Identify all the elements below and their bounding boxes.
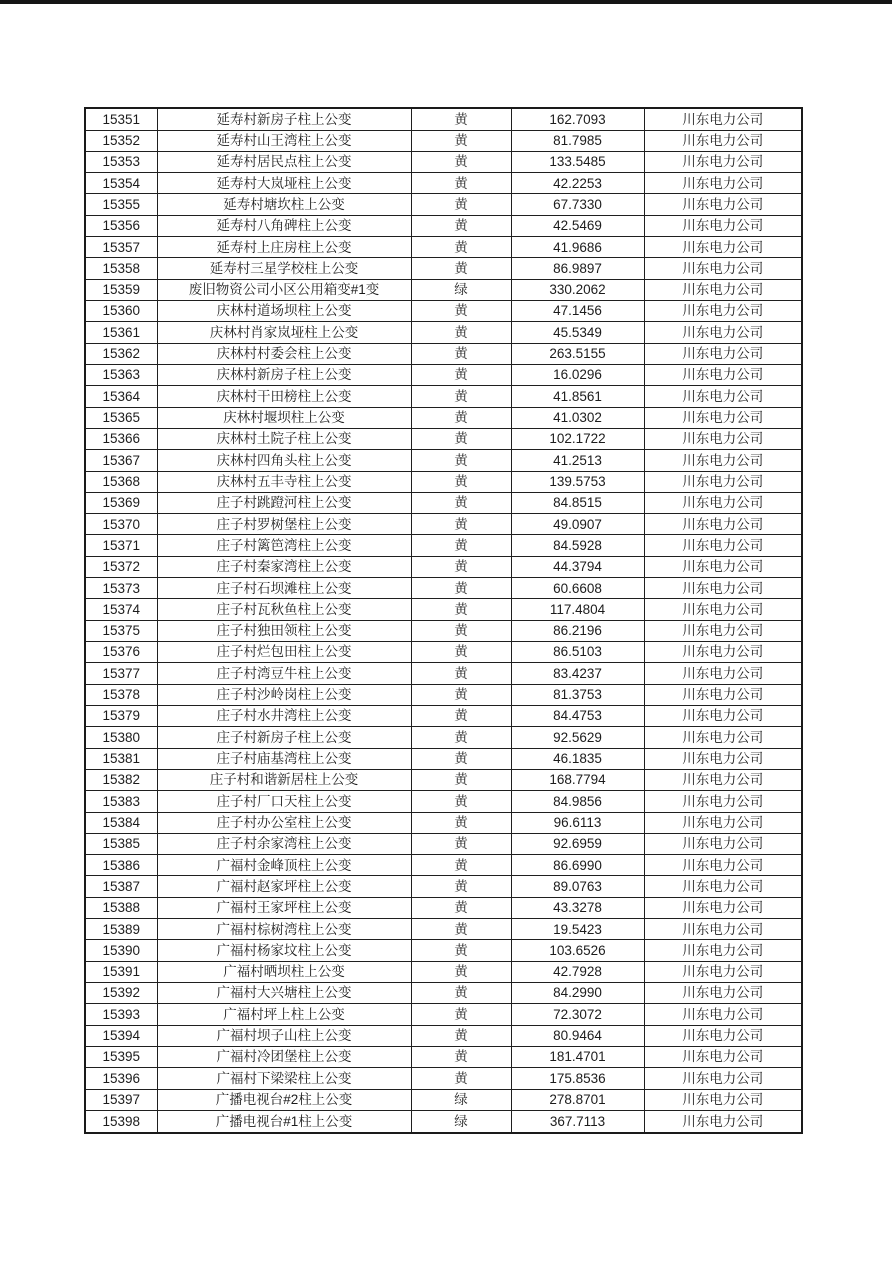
- color-flag-cell: 黄: [411, 663, 511, 684]
- transformer-name-cell: 广福村大兴塘柱上公变: [157, 983, 411, 1004]
- company-cell: 川东电力公司: [644, 492, 802, 513]
- capacity-value-cell: 263.5155: [511, 343, 644, 364]
- color-flag-cell: 黄: [411, 215, 511, 236]
- row-id-cell: 15374: [85, 599, 157, 620]
- row-id-cell: 15385: [85, 833, 157, 854]
- company-cell: 川东电力公司: [644, 173, 802, 194]
- capacity-value-cell: 49.0907: [511, 514, 644, 535]
- capacity-value-cell: 133.5485: [511, 151, 644, 172]
- row-id-cell: 15392: [85, 983, 157, 1004]
- row-id-cell: 15383: [85, 791, 157, 812]
- row-id-cell: 15358: [85, 258, 157, 279]
- color-flag-cell: 黄: [411, 237, 511, 258]
- transformer-name-cell: 庄子村余家湾柱上公变: [157, 833, 411, 854]
- capacity-value-cell: 86.5103: [511, 642, 644, 663]
- row-id-cell: 15382: [85, 769, 157, 790]
- company-cell: 川东电力公司: [644, 407, 802, 428]
- capacity-value-cell: 84.2990: [511, 983, 644, 1004]
- company-cell: 川东电力公司: [644, 727, 802, 748]
- capacity-value-cell: 41.9686: [511, 237, 644, 258]
- capacity-value-cell: 367.7113: [511, 1110, 644, 1133]
- company-cell: 川东电力公司: [644, 812, 802, 833]
- company-cell: 川东电力公司: [644, 769, 802, 790]
- transformer-name-cell: 庆林村干田榜柱上公变: [157, 386, 411, 407]
- color-flag-cell: 黄: [411, 492, 511, 513]
- color-flag-cell: 黄: [411, 151, 511, 172]
- company-cell: 川东电力公司: [644, 961, 802, 982]
- row-id-cell: 15375: [85, 620, 157, 641]
- color-flag-cell: 黄: [411, 1068, 511, 1089]
- color-flag-cell: 黄: [411, 194, 511, 215]
- transformer-name-cell: 庄子村厂口天柱上公变: [157, 791, 411, 812]
- row-id-cell: 15384: [85, 812, 157, 833]
- transformer-name-cell: 延寿村居民点柱上公变: [157, 151, 411, 172]
- row-id-cell: 15356: [85, 215, 157, 236]
- company-cell: 川东电力公司: [644, 642, 802, 663]
- row-id-cell: 15373: [85, 578, 157, 599]
- color-flag-cell: 黄: [411, 855, 511, 876]
- table-body: [85, 108, 802, 1133]
- transformer-name-cell: 庄子村湾豆牛柱上公变: [157, 663, 411, 684]
- company-cell: 川东电力公司: [644, 151, 802, 172]
- table-row: [85, 1025, 802, 1046]
- table-row: [85, 663, 802, 684]
- table-row: [85, 514, 802, 535]
- transformer-name-cell: 广福村冷团堡柱上公变: [157, 1046, 411, 1067]
- row-id-cell: 15376: [85, 642, 157, 663]
- company-cell: 川东电力公司: [644, 1089, 802, 1110]
- row-id-cell: 15363: [85, 364, 157, 385]
- company-cell: 川东电力公司: [644, 1025, 802, 1046]
- company-cell: 川东电力公司: [644, 386, 802, 407]
- table-row: [85, 535, 802, 556]
- color-flag-cell: 黄: [411, 1046, 511, 1067]
- color-flag-cell: 黄: [411, 258, 511, 279]
- table-row: [85, 130, 802, 151]
- company-cell: 川东电力公司: [644, 684, 802, 705]
- transformer-name-cell: 延寿村上庄房柱上公变: [157, 237, 411, 258]
- capacity-value-cell: 181.4701: [511, 1046, 644, 1067]
- color-flag-cell: 黄: [411, 386, 511, 407]
- company-cell: 川东电力公司: [644, 940, 802, 961]
- company-cell: 川东电力公司: [644, 364, 802, 385]
- table-row: [85, 1004, 802, 1025]
- table-row: [85, 471, 802, 492]
- table-row: [85, 727, 802, 748]
- row-id-cell: 15353: [85, 151, 157, 172]
- capacity-value-cell: 42.2253: [511, 173, 644, 194]
- page-top-rule: [0, 0, 892, 4]
- company-cell: 川东电力公司: [644, 215, 802, 236]
- color-flag-cell: 黄: [411, 642, 511, 663]
- company-cell: 川东电力公司: [644, 983, 802, 1004]
- color-flag-cell: 黄: [411, 450, 511, 471]
- color-flag-cell: 黄: [411, 407, 511, 428]
- transformer-name-cell: 庆林村村委会柱上公变: [157, 343, 411, 364]
- color-flag-cell: 黄: [411, 364, 511, 385]
- row-id-cell: 15377: [85, 663, 157, 684]
- table-row: [85, 556, 802, 577]
- table-row: [85, 961, 802, 982]
- capacity-value-cell: 139.5753: [511, 471, 644, 492]
- row-id-cell: 15398: [85, 1110, 157, 1133]
- company-cell: 川东电力公司: [644, 194, 802, 215]
- table-row: [85, 108, 802, 130]
- table-row: [85, 1089, 802, 1110]
- color-flag-cell: 绿: [411, 1110, 511, 1133]
- capacity-value-cell: 81.3753: [511, 684, 644, 705]
- company-cell: 川东电力公司: [644, 130, 802, 151]
- transformer-name-cell: 庄子村沙岭岗柱上公变: [157, 684, 411, 705]
- table-row: [85, 194, 802, 215]
- table-row: [85, 748, 802, 769]
- color-flag-cell: 黄: [411, 684, 511, 705]
- table-row: [85, 684, 802, 705]
- row-id-cell: 15390: [85, 940, 157, 961]
- company-cell: 川东电力公司: [644, 620, 802, 641]
- color-flag-cell: 黄: [411, 897, 511, 918]
- color-flag-cell: 黄: [411, 727, 511, 748]
- color-flag-cell: 黄: [411, 748, 511, 769]
- row-id-cell: 15386: [85, 855, 157, 876]
- color-flag-cell: 黄: [411, 1025, 511, 1046]
- color-flag-cell: 黄: [411, 940, 511, 961]
- color-flag-cell: 黄: [411, 428, 511, 449]
- color-flag-cell: 黄: [411, 301, 511, 322]
- table-row: [85, 364, 802, 385]
- company-cell: 川东电力公司: [644, 791, 802, 812]
- row-id-cell: 15394: [85, 1025, 157, 1046]
- transformer-name-cell: 延寿村山王湾柱上公变: [157, 130, 411, 151]
- color-flag-cell: 黄: [411, 471, 511, 492]
- table-row: [85, 279, 802, 300]
- capacity-value-cell: 44.3794: [511, 556, 644, 577]
- company-cell: 川东电力公司: [644, 1110, 802, 1133]
- capacity-value-cell: 41.0302: [511, 407, 644, 428]
- row-id-cell: 15364: [85, 386, 157, 407]
- row-id-cell: 15397: [85, 1089, 157, 1110]
- capacity-value-cell: 16.0296: [511, 364, 644, 385]
- color-flag-cell: 黄: [411, 130, 511, 151]
- company-cell: 川东电力公司: [644, 748, 802, 769]
- row-id-cell: 15396: [85, 1068, 157, 1089]
- table-row: [85, 428, 802, 449]
- table-row: [85, 151, 802, 172]
- table-row: [85, 791, 802, 812]
- color-flag-cell: 黄: [411, 919, 511, 940]
- transformer-name-cell: 庄子村石坝滩柱上公变: [157, 578, 411, 599]
- capacity-value-cell: 41.8561: [511, 386, 644, 407]
- row-id-cell: 15395: [85, 1046, 157, 1067]
- row-id-cell: 15389: [85, 919, 157, 940]
- table-row: [85, 983, 802, 1004]
- capacity-value-cell: 103.6526: [511, 940, 644, 961]
- row-id-cell: 15365: [85, 407, 157, 428]
- company-cell: 川东电力公司: [644, 108, 802, 130]
- capacity-value-cell: 84.9856: [511, 791, 644, 812]
- row-id-cell: 15361: [85, 322, 157, 343]
- row-id-cell: 15369: [85, 492, 157, 513]
- company-cell: 川东电力公司: [644, 535, 802, 556]
- capacity-value-cell: 43.3278: [511, 897, 644, 918]
- capacity-value-cell: 330.2062: [511, 279, 644, 300]
- capacity-value-cell: 84.8515: [511, 492, 644, 513]
- transformer-name-cell: 广福村坪上柱上公变: [157, 1004, 411, 1025]
- row-id-cell: 15366: [85, 428, 157, 449]
- transformer-name-cell: 广福村坝子山柱上公变: [157, 1025, 411, 1046]
- capacity-value-cell: 81.7985: [511, 130, 644, 151]
- table-row: [85, 173, 802, 194]
- company-cell: 川东电力公司: [644, 556, 802, 577]
- capacity-value-cell: 89.0763: [511, 876, 644, 897]
- company-cell: 川东电力公司: [644, 428, 802, 449]
- transformer-name-cell: 庆林村五丰寺柱上公变: [157, 471, 411, 492]
- row-id-cell: 15378: [85, 684, 157, 705]
- color-flag-cell: 黄: [411, 620, 511, 641]
- table-row: [85, 855, 802, 876]
- color-flag-cell: 黄: [411, 322, 511, 343]
- capacity-value-cell: 86.2196: [511, 620, 644, 641]
- transformer-name-cell: 庆林村新房子柱上公变: [157, 364, 411, 385]
- company-cell: 川东电力公司: [644, 833, 802, 854]
- capacity-value-cell: 162.7093: [511, 108, 644, 130]
- table-row: [85, 322, 802, 343]
- transformer-name-cell: 广福村晒坝柱上公变: [157, 961, 411, 982]
- capacity-value-cell: 102.1722: [511, 428, 644, 449]
- company-cell: 川东电力公司: [644, 897, 802, 918]
- capacity-value-cell: 86.9897: [511, 258, 644, 279]
- table-row: [85, 215, 802, 236]
- color-flag-cell: 黄: [411, 769, 511, 790]
- color-flag-cell: 黄: [411, 535, 511, 556]
- table-row: [85, 407, 802, 428]
- company-cell: 川东电力公司: [644, 514, 802, 535]
- company-cell: 川东电力公司: [644, 663, 802, 684]
- capacity-value-cell: 80.9464: [511, 1025, 644, 1046]
- row-id-cell: 15372: [85, 556, 157, 577]
- table-row: [85, 940, 802, 961]
- capacity-value-cell: 92.6959: [511, 833, 644, 854]
- color-flag-cell: 黄: [411, 705, 511, 726]
- table-row: [85, 301, 802, 322]
- color-flag-cell: 黄: [411, 599, 511, 620]
- row-id-cell: 15362: [85, 343, 157, 364]
- table-row: [85, 769, 802, 790]
- color-flag-cell: 黄: [411, 173, 511, 194]
- color-flag-cell: 黄: [411, 983, 511, 1004]
- capacity-value-cell: 278.8701: [511, 1089, 644, 1110]
- table-row: [85, 705, 802, 726]
- capacity-value-cell: 83.4237: [511, 663, 644, 684]
- company-cell: 川东电力公司: [644, 599, 802, 620]
- company-cell: 川东电力公司: [644, 705, 802, 726]
- transformer-name-cell: 庆林村堰坝柱上公变: [157, 407, 411, 428]
- transformer-name-cell: 庆林村肖家岚垭柱上公变: [157, 322, 411, 343]
- company-cell: 川东电力公司: [644, 1068, 802, 1089]
- company-cell: 川东电力公司: [644, 258, 802, 279]
- transformer-list-table: [84, 107, 803, 1134]
- transformer-name-cell: 庄子村篱笆湾柱上公变: [157, 535, 411, 556]
- row-id-cell: 15359: [85, 279, 157, 300]
- color-flag-cell: 黄: [411, 833, 511, 854]
- company-cell: 川东电力公司: [644, 237, 802, 258]
- company-cell: 川东电力公司: [644, 578, 802, 599]
- company-cell: 川东电力公司: [644, 855, 802, 876]
- transformer-name-cell: 广福村杨家坟柱上公变: [157, 940, 411, 961]
- row-id-cell: 15351: [85, 108, 157, 130]
- table-row: [85, 492, 802, 513]
- company-cell: 川东电力公司: [644, 301, 802, 322]
- company-cell: 川东电力公司: [644, 1004, 802, 1025]
- row-id-cell: 15354: [85, 173, 157, 194]
- row-id-cell: 15357: [85, 237, 157, 258]
- row-id-cell: 15355: [85, 194, 157, 215]
- transformer-name-cell: 庆林村道场坝柱上公变: [157, 301, 411, 322]
- color-flag-cell: 绿: [411, 1089, 511, 1110]
- color-flag-cell: 黄: [411, 108, 511, 130]
- capacity-value-cell: 117.4804: [511, 599, 644, 620]
- table-row: [85, 343, 802, 364]
- capacity-value-cell: 92.5629: [511, 727, 644, 748]
- transformer-name-cell: 广福村金峰顶柱上公变: [157, 855, 411, 876]
- capacity-value-cell: 84.5928: [511, 535, 644, 556]
- table-row: [85, 1046, 802, 1067]
- transformer-name-cell: 延寿村三星学校柱上公变: [157, 258, 411, 279]
- row-id-cell: 15388: [85, 897, 157, 918]
- row-id-cell: 15380: [85, 727, 157, 748]
- capacity-value-cell: 84.4753: [511, 705, 644, 726]
- company-cell: 川东电力公司: [644, 471, 802, 492]
- table-row: [85, 1110, 802, 1133]
- table-row: [85, 897, 802, 918]
- row-id-cell: 15367: [85, 450, 157, 471]
- color-flag-cell: 黄: [411, 1004, 511, 1025]
- transformer-name-cell: 广播电视台#1柱上公变: [157, 1110, 411, 1133]
- table-row: [85, 642, 802, 663]
- capacity-value-cell: 46.1835: [511, 748, 644, 769]
- transformer-name-cell: 庄子村独田领柱上公变: [157, 620, 411, 641]
- transformer-name-cell: 广播电视台#2柱上公变: [157, 1089, 411, 1110]
- color-flag-cell: 黄: [411, 791, 511, 812]
- transformer-name-cell: 延寿村塘坎柱上公变: [157, 194, 411, 215]
- table-row: [85, 919, 802, 940]
- table-row: [85, 237, 802, 258]
- transformer-name-cell: 广福村下梁梁柱上公变: [157, 1068, 411, 1089]
- transformer-name-cell: 庄子村新房子柱上公变: [157, 727, 411, 748]
- capacity-value-cell: 60.6608: [511, 578, 644, 599]
- transformer-name-cell: 广福村赵家坪柱上公变: [157, 876, 411, 897]
- capacity-value-cell: 72.3072: [511, 1004, 644, 1025]
- transformer-name-cell: 庄子村秦家湾柱上公变: [157, 556, 411, 577]
- row-id-cell: 15391: [85, 961, 157, 982]
- capacity-value-cell: 175.8536: [511, 1068, 644, 1089]
- company-cell: 川东电力公司: [644, 322, 802, 343]
- transformer-name-cell: 庄子村水井湾柱上公变: [157, 705, 411, 726]
- table-row: [85, 578, 802, 599]
- transformer-name-cell: 庄子村跳蹬河柱上公变: [157, 492, 411, 513]
- transformer-name-cell: 延寿村新房子柱上公变: [157, 108, 411, 130]
- color-flag-cell: 黄: [411, 343, 511, 364]
- row-id-cell: 15360: [85, 301, 157, 322]
- company-cell: 川东电力公司: [644, 279, 802, 300]
- transformer-name-cell: 广福村王家坪柱上公变: [157, 897, 411, 918]
- transformer-name-cell: 庄子村和谐新居柱上公变: [157, 769, 411, 790]
- capacity-value-cell: 42.7928: [511, 961, 644, 982]
- capacity-value-cell: 67.7330: [511, 194, 644, 215]
- table-row: [85, 386, 802, 407]
- company-cell: 川东电力公司: [644, 343, 802, 364]
- capacity-value-cell: 42.5469: [511, 215, 644, 236]
- table-row: [85, 599, 802, 620]
- transformer-name-cell: 广福村棕树湾柱上公变: [157, 919, 411, 940]
- transformer-name-cell: 延寿村八角碑柱上公变: [157, 215, 411, 236]
- row-id-cell: 15352: [85, 130, 157, 151]
- capacity-value-cell: 45.5349: [511, 322, 644, 343]
- color-flag-cell: 黄: [411, 876, 511, 897]
- capacity-value-cell: 86.6990: [511, 855, 644, 876]
- transformer-name-cell: 庆林村四角头柱上公变: [157, 450, 411, 471]
- table-row: [85, 812, 802, 833]
- transformer-name-cell: 延寿村大岚垭柱上公变: [157, 173, 411, 194]
- company-cell: 川东电力公司: [644, 919, 802, 940]
- row-id-cell: 15371: [85, 535, 157, 556]
- capacity-value-cell: 168.7794: [511, 769, 644, 790]
- table-row: [85, 1068, 802, 1089]
- table-row: [85, 450, 802, 471]
- table-row: [85, 876, 802, 897]
- capacity-value-cell: 19.5423: [511, 919, 644, 940]
- company-cell: 川东电力公司: [644, 450, 802, 471]
- transformer-name-cell: 庄子村罗树堡柱上公变: [157, 514, 411, 535]
- row-id-cell: 15368: [85, 471, 157, 492]
- color-flag-cell: 黄: [411, 578, 511, 599]
- transformer-name-cell: 庄子村庙基湾柱上公变: [157, 748, 411, 769]
- table-row: [85, 620, 802, 641]
- color-flag-cell: 黄: [411, 514, 511, 535]
- transformer-name-cell: 庄子村瓦秋鱼柱上公变: [157, 599, 411, 620]
- company-cell: 川东电力公司: [644, 1046, 802, 1067]
- capacity-value-cell: 47.1456: [511, 301, 644, 322]
- transformer-name-cell: 庄子村烂包田柱上公变: [157, 642, 411, 663]
- transformer-name-cell: 废旧物资公司小区公用箱变#1变: [157, 279, 411, 300]
- row-id-cell: 15370: [85, 514, 157, 535]
- color-flag-cell: 黄: [411, 961, 511, 982]
- capacity-value-cell: 96.6113: [511, 812, 644, 833]
- row-id-cell: 15393: [85, 1004, 157, 1025]
- row-id-cell: 15381: [85, 748, 157, 769]
- capacity-value-cell: 41.2513: [511, 450, 644, 471]
- row-id-cell: 15379: [85, 705, 157, 726]
- company-cell: 川东电力公司: [644, 876, 802, 897]
- table-row: [85, 833, 802, 854]
- transformer-name-cell: 庄子村办公室柱上公变: [157, 812, 411, 833]
- table-row: [85, 258, 802, 279]
- row-id-cell: 15387: [85, 876, 157, 897]
- color-flag-cell: 绿: [411, 279, 511, 300]
- color-flag-cell: 黄: [411, 812, 511, 833]
- transformer-name-cell: 庆林村土院子柱上公变: [157, 428, 411, 449]
- color-flag-cell: 黄: [411, 556, 511, 577]
